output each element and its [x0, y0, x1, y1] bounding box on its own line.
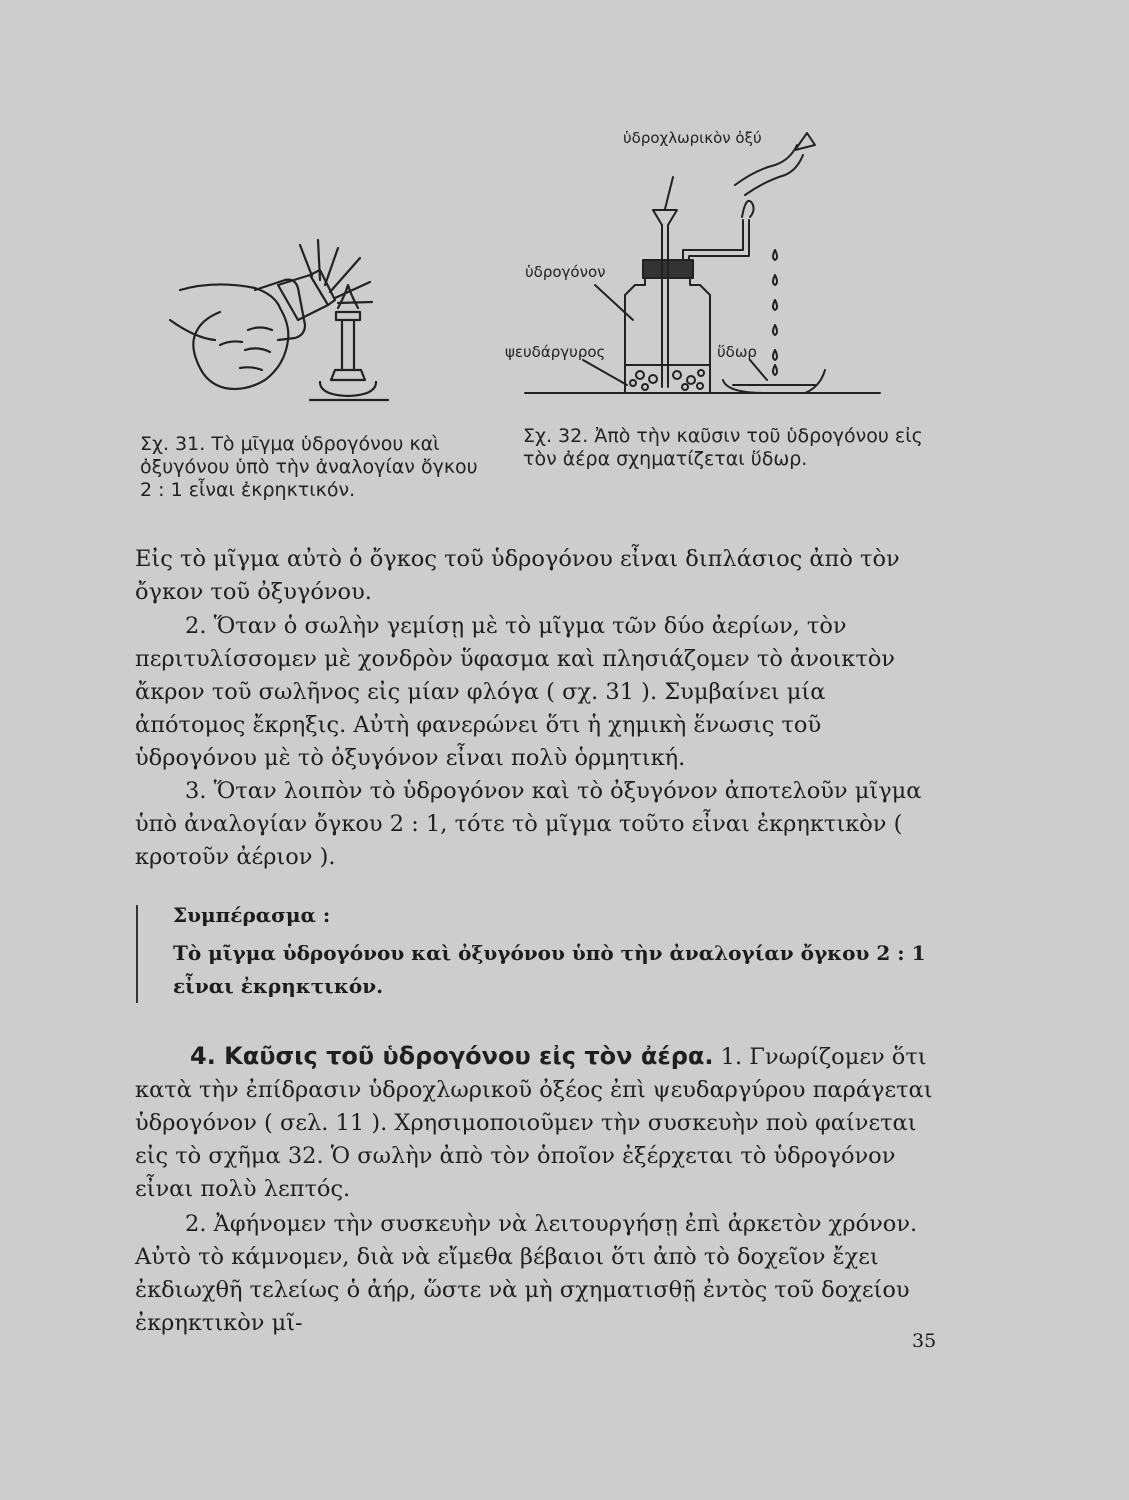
section-heading: 4. Καῦσις τοῦ ὑδρογόνου εἰς τὸν ἀέρα.: [190, 1042, 714, 1070]
label-hydrochloric-acid: ὑδροχλωρικὸν ὀξύ: [623, 129, 762, 147]
paragraph-5-text: Ἀφήνομεν τὴν συσκευὴν νὰ λειτουργήσῃ ἐπὶ ἀρκετὸν χρόνον. Αὐτὸ τὸ κάμνομεν, διὰ νὰ εἴμεθα βέβαιοι ὅτι ἀπὸ τὸ δοχεῖον ἔχει ἐκδιωχθῆ τελείως ὁ ἀήρ, ὥστε νὰ μὴ σχηματισθῇ ἐντὸς τοῦ δοχείου ἐκρηκτικὸν μῖ-: [135, 1211, 918, 1336]
figure-31-caption: Σχ. 31. Τὸ μῖγμα ὑδρογόνου καὶ ὀξυγόνου ὑπὸ τὴν ἀναλογίαν ὄγκου 2 : 1 εἶναι ἐκρηκτικόν.: [140, 433, 478, 501]
paragraph-2: [135, 610, 935, 775]
page-number: 35: [912, 1330, 937, 1352]
conclusion-title: Συμπέρασμα :: [173, 903, 331, 927]
figure-32-apparatus-diagram: [505, 125, 895, 415]
paragraph-3-number: 3.: [185, 778, 207, 804]
paragraph-2-text: Ὅταν ὁ σωλὴν γεμίσῃ μὲ τὸ μῖγμα τῶν δύο ἀερίων, τὸν περιτυλίσσομεν μὲ χονδρὸν ὕφασμα καὶ πλησιάζομεν τὸ ἀνοικτὸν ἄκρον τοῦ σωλῆνος εἰς μίαν φλόγα ( σχ. 31 ). Συμβαίνει μία ἀπότομος ἔκρηξις. Αὐτὴ φανερώνει ὅτι ἡ χημικὴ ἕνωσις τοῦ ὑδρογόνου μὲ τὸ ὀξυγόνον εἶναι πολὺ ὁρμητική.: [135, 613, 895, 771]
figure-32-caption: Σχ. 32. Ἀπὸ τὴν καῦσιν τοῦ ὑδρογόνου εἰς τὸν ἀέρα σχηματίζεται ὕδωρ.: [523, 425, 923, 470]
paragraph-3-text: Ὅταν λοιπὸν τὸ ὑδρογόνον καὶ τὸ ὀξυγόνον ἀποτελοῦν μῖγμα ὑπὸ ἀναλογίαν ὄγκου 2 : 1, τότε τὸ μῖγμα τοῦτο εἶναι ἐκρηκτικὸν ( κροτοῦν ἀέριον ).: [135, 778, 922, 870]
label-zinc: ψευδάργυρος: [505, 343, 606, 361]
section-4-paragraph: [135, 1040, 935, 1206]
figure-31-explosion-illustration: [160, 200, 460, 415]
conclusion-box: [136, 905, 973, 1003]
label-water: ὕδωρ: [717, 343, 757, 361]
paragraph-5: [135, 1208, 935, 1340]
paragraph-1: Εἰς τὸ μῖγμα αὐτὸ ὁ ὄγκος τοῦ ὑδρογόνου εἶναι διπλάσιος ἀπὸ τὸν ὄγκον τοῦ ὀξυγόνου.: [135, 546, 900, 605]
paragraph-3: [135, 775, 935, 874]
paragraph-2-number: 2.: [185, 613, 207, 639]
label-hydrogen: ὑδρογόνον: [525, 263, 606, 281]
section-4-text: 1. Γνωρίζομεν ὅτι κατὰ τὴν ἐπίδρασιν ὑδροχλωρικοῦ ὀξέος ἐπὶ ψευδαργύρου παράγεται ὑδρογόνον ( σελ. 11 ). Χρησιμοποιοῦμεν τὴν συσκευὴν ποὺ φαίνεται εἰς τὸ σχῆμα 32. Ὁ σωλὴν ἀπὸ τὸν ὁποῖον ἐξέρχεται τὸ ὑδρογόνον εἶναι πολὺ λεπτός.: [135, 1044, 933, 1202]
paragraph-5-number: 2.: [185, 1211, 207, 1237]
conclusion-text: Τὸ μῖγμα ὑδρογόνου καὶ ὀξυγόνου ὑπὸ τὴν ἀναλογίαν ὄγκου 2 : 1 εἶναι ἐκρηκτικόν.: [173, 941, 926, 998]
